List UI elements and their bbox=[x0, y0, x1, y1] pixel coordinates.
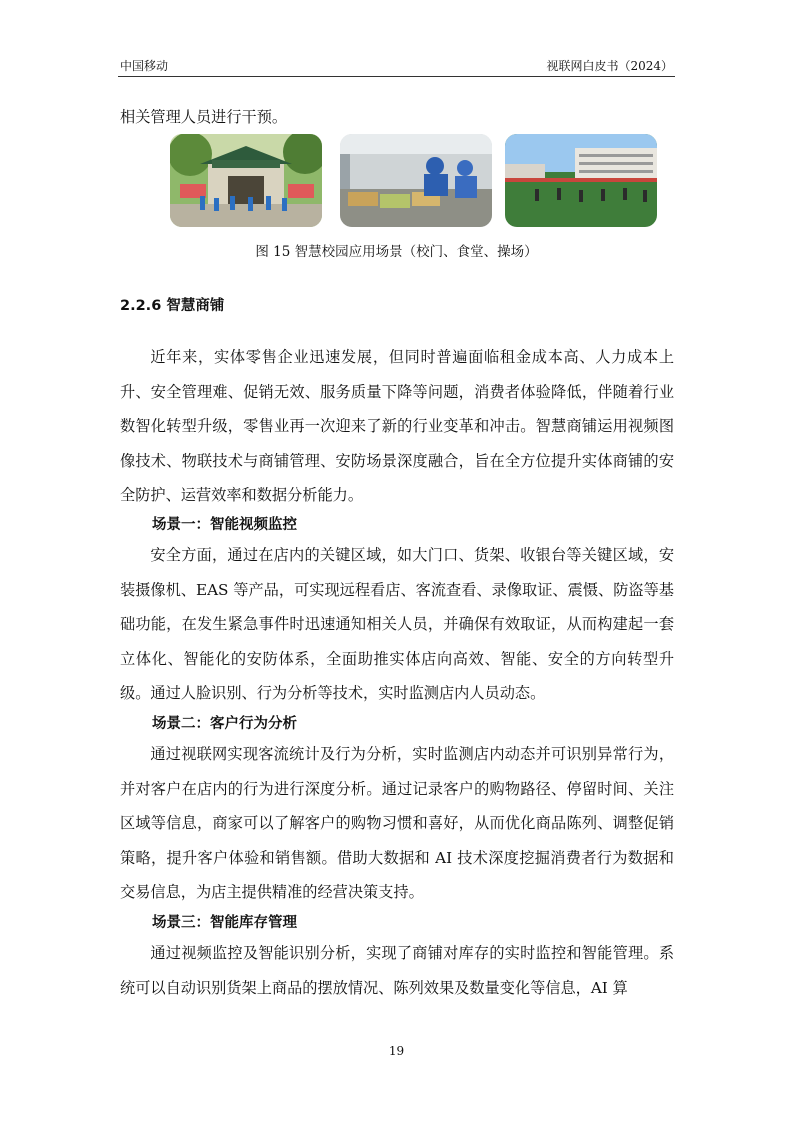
figure-photos bbox=[170, 134, 655, 228]
photo-canteen bbox=[340, 134, 492, 227]
scene-3-title: 场景三：智能库存管理 bbox=[152, 915, 297, 931]
page-number: 19 bbox=[388, 1044, 405, 1058]
photo-school-gate bbox=[170, 134, 322, 227]
scene-2-text: 通过视联网实现客流统计及行为分析，实时监测店内动态并可识别异常行为，并对客户在店内的行为进行深度分析。通过记录客户的购物路径、停留时间、关注区域等信息，商家可以了解客户的购物习惯和喜好，从而优化商品陈列、调整促销策略，提升客户体验和销售额。借助大数据和 AI 技术深度挖掘消费者行为数据和交易信息，为店主提供精准的经营决策支持。 bbox=[120, 745, 674, 901]
scene-1-text: 安全方面，通过在店内的关键区域，如大门口、货架、收银台等关键区域，安装摄像机、EAS 等产品，可实现远程看店、客流查看、录像取证、震慑、防盗等基础功能，在发生紧急事件时迅速通知相关人员，并确保有效取证，从而构建起一套立体化、智能化的安防体系，全面助推实体店向高效、智能、安全的方向转型升级。通过人脸识别、行为分析等技术，实时监测店内人员动态。 bbox=[120, 546, 674, 702]
scene-2-title: 场景二：客户行为分析 bbox=[152, 716, 297, 732]
figure-caption: 图 15 智慧校园应用场景（校门、食堂、操场） bbox=[255, 244, 538, 260]
photo-sports-field bbox=[505, 134, 657, 227]
header-org: 中国移动 bbox=[120, 59, 169, 73]
header-doc-title: 视联网白皮书（2024） bbox=[546, 59, 673, 73]
section-title: 2.2.6 智慧商铺 bbox=[120, 298, 225, 314]
section-intro: 近年来，实体零售企业迅速发展，但同时普遍面临租金成本高、人力成本上升、安全管理难、促销无效、服务质量下降等问题，消费者体验降低，伴随着行业数智化转型升级，零售业再一次迎来了新的行业变革和冲击。智慧商铺运用视频图像技术、物联技术与商铺管理、安防场景深度融合，旨在全方位提升实体商铺的安全防护、运营效率和数据分析能力。 bbox=[120, 348, 674, 504]
page-header bbox=[118, 54, 675, 77]
scene-3-text: 通过视频监控及智能识别分析，实现了商铺对库存的实时监控和智能管理。系统可以自动识别货架上商品的摆放情况、陈列效果及数量变化等信息，AI 算 bbox=[120, 944, 674, 997]
scene-1-title: 场景一：智能视频监控 bbox=[152, 517, 297, 533]
intro-line: 相关管理人员进行干预。 bbox=[120, 108, 288, 126]
